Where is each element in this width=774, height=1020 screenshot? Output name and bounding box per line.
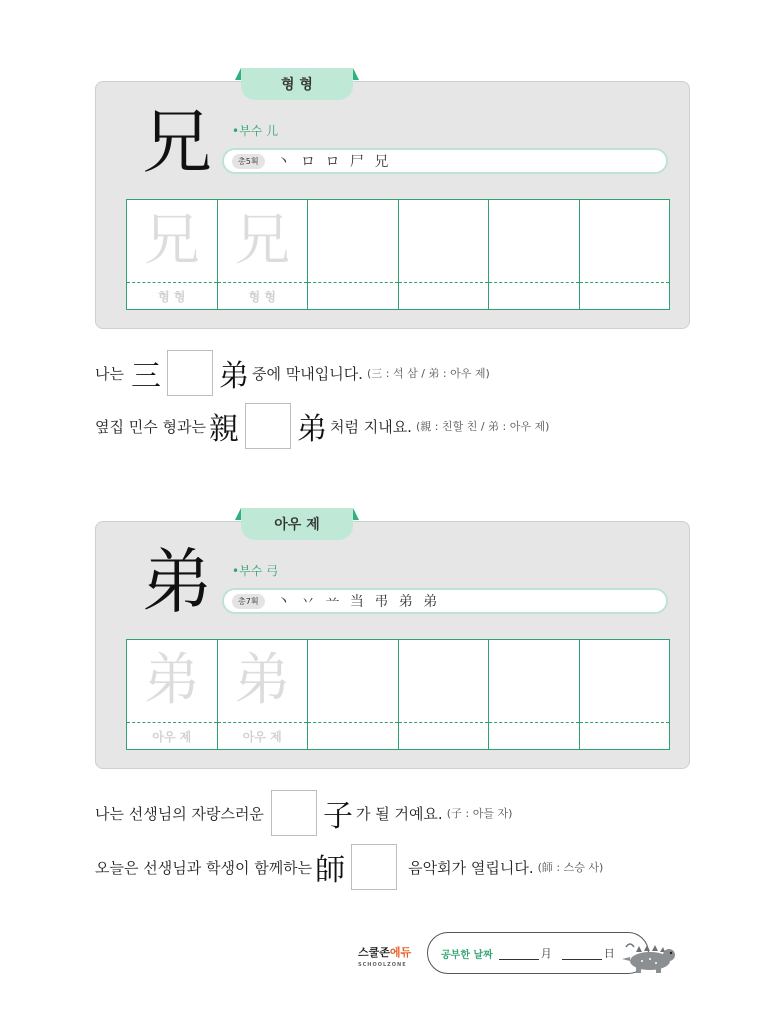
writing-cell[interactable]	[399, 640, 490, 749]
trace-label: 아우 제	[152, 730, 192, 744]
day-label: 日	[603, 947, 615, 960]
meaning-tab: 형 형	[241, 68, 353, 100]
trace-cell[interactable]	[127, 640, 218, 749]
hanja-note: (親 : 친할 친 / 弟 : 아우 제)	[415, 420, 550, 433]
stroke-count-badge: 총7획	[232, 594, 265, 609]
hanja-card-hyeong	[95, 77, 690, 329]
trace-label: 아우 제	[242, 730, 282, 744]
trace-char: 兄	[143, 208, 200, 273]
radical-label: •부수 弓	[232, 564, 279, 578]
stroke-count-badge: 총5획	[232, 154, 265, 169]
answer-blank[interactable]	[351, 844, 397, 890]
day-field[interactable]	[562, 947, 602, 960]
answer-blank[interactable]	[167, 350, 213, 396]
stroke-order-bar	[222, 148, 668, 174]
schoolzone-logo: 스쿨존에듀 SCHOOLZONE	[358, 946, 412, 968]
answer-blank[interactable]	[271, 790, 317, 836]
writing-grid	[126, 199, 670, 310]
trace-label: 형 형	[248, 290, 276, 304]
main-hanja: 兄	[142, 101, 212, 183]
writing-cell[interactable]	[308, 640, 399, 749]
writing-cell[interactable]	[308, 200, 399, 309]
meaning-tab: 아우 제	[241, 508, 353, 540]
sentence-hanja: 弟	[296, 412, 327, 447]
month-field[interactable]	[499, 947, 539, 960]
example-sentence	[95, 844, 603, 890]
sentence-text: 가 될 거예요.	[355, 804, 443, 823]
example-sentence	[95, 790, 512, 836]
stroke-sequence: 丶 ロ ロ 尸 兄	[276, 154, 392, 170]
writing-cell[interactable]	[399, 200, 490, 309]
hanja-note: (三 : 석 삼 / 弟 : 아우 제)	[366, 367, 490, 380]
writing-cell[interactable]	[580, 640, 670, 749]
sentence-text: 오늘은 선생님과 학생이 함께하는	[95, 858, 313, 877]
sentence-text: 나는	[95, 364, 124, 383]
radical-label: •부수 儿	[232, 124, 279, 138]
sentence-hanja: 子	[322, 799, 353, 834]
sentence-text: 옆집 민수 형과는	[95, 417, 206, 436]
trace-char: 弟	[143, 648, 200, 713]
trace-char: 弟	[234, 648, 291, 713]
stroke-sequence: 丶 丷 䒑 当 弔 弟 弟	[276, 594, 441, 610]
trace-cell[interactable]	[218, 640, 309, 749]
study-date-label: 공부한 날짜	[441, 949, 493, 961]
study-date-box	[427, 932, 649, 974]
sentence-hanja: 親	[208, 412, 239, 447]
hanja-note: (師 : 스승 사)	[537, 861, 604, 874]
dinosaur-icon	[622, 937, 678, 973]
trace-label: 형 형	[158, 290, 186, 304]
hanja-note: (子 : 아들 자)	[446, 807, 513, 820]
sentence-text: 음악회가 열립니다.	[408, 858, 534, 877]
trace-cell[interactable]	[127, 200, 218, 309]
example-sentence	[95, 403, 549, 449]
sentence-text: 중에 막내입니다.	[251, 364, 363, 383]
main-hanja: 弟	[142, 541, 212, 623]
writing-cell[interactable]	[489, 640, 580, 749]
hanja-card-je	[95, 517, 690, 769]
trace-char: 兄	[234, 208, 291, 273]
sentence-hanja: 三	[130, 359, 161, 394]
sentence-hanja: 師	[315, 853, 346, 888]
sentence-hanja: 弟	[218, 359, 249, 394]
month-label: 月	[540, 947, 552, 960]
answer-blank[interactable]	[245, 403, 291, 449]
sentence-text: 나는 선생님의 자랑스러운	[95, 804, 264, 823]
writing-cell[interactable]	[580, 200, 670, 309]
writing-cell[interactable]	[489, 200, 580, 309]
stroke-order-bar	[222, 588, 668, 614]
example-sentence	[95, 350, 490, 396]
writing-grid	[126, 639, 670, 750]
trace-cell[interactable]	[218, 200, 309, 309]
sentence-text: 처럼 지내요.	[329, 417, 412, 436]
